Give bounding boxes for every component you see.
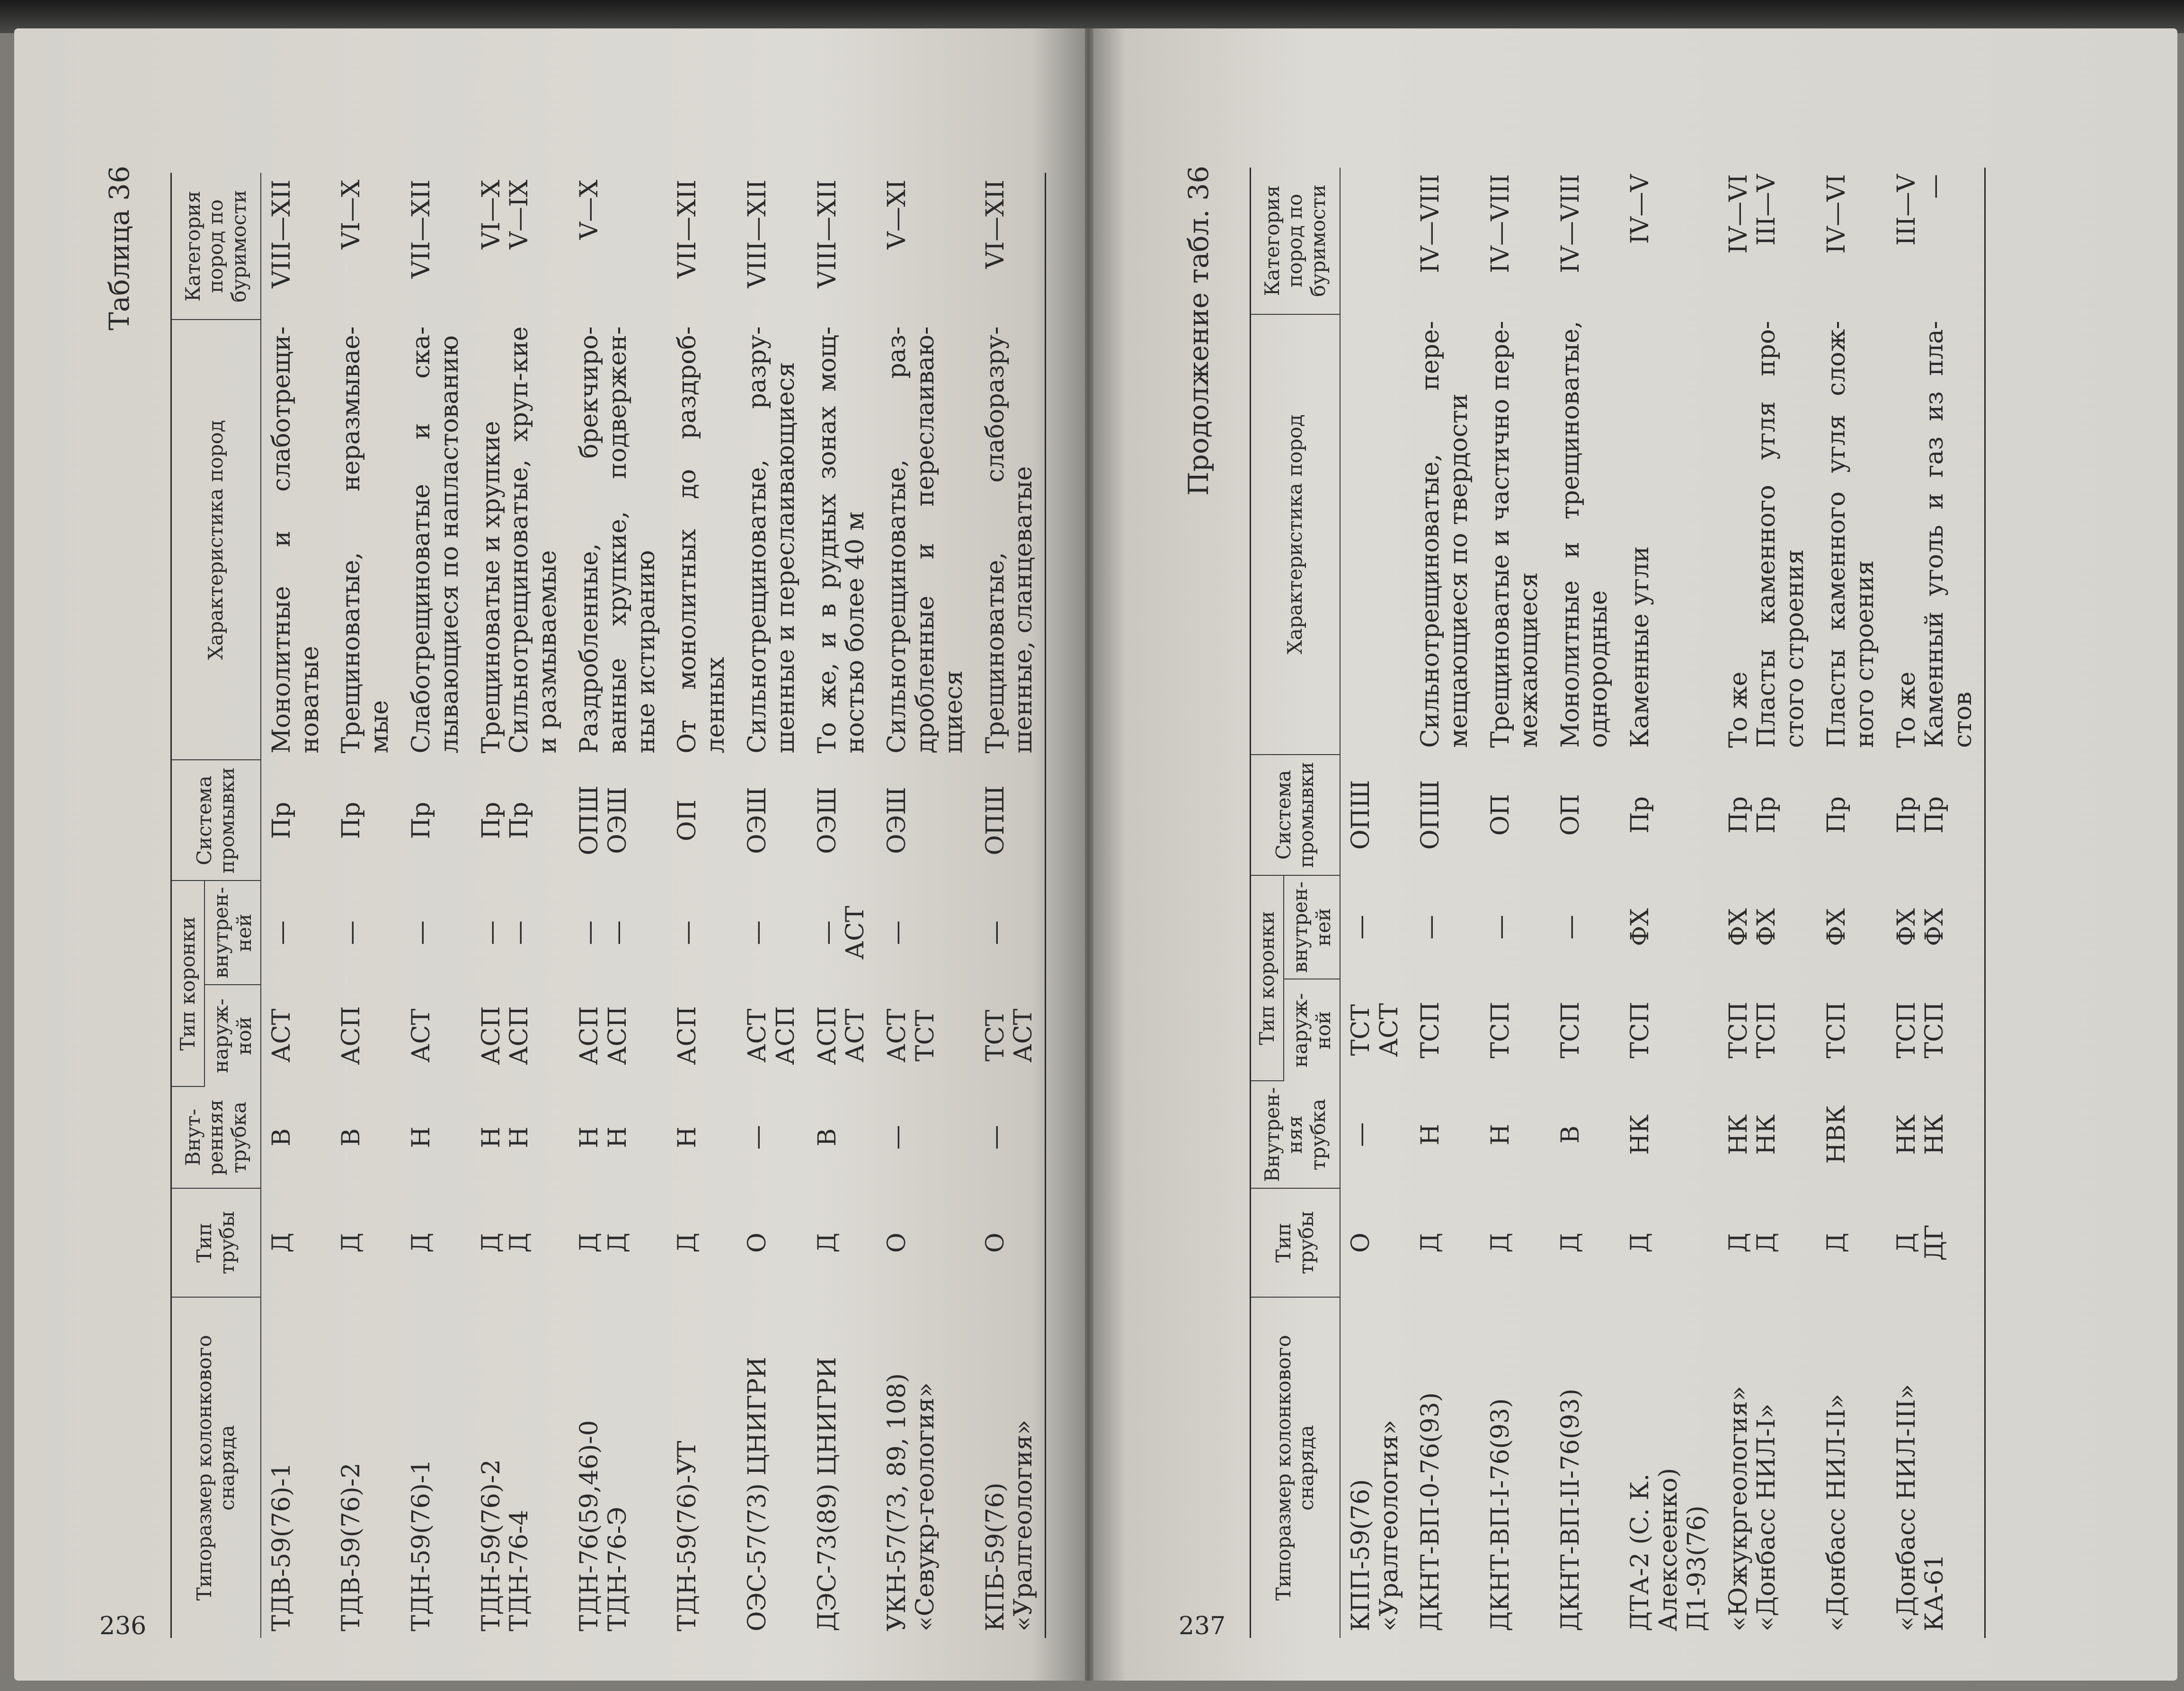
table-row: [807, 173, 877, 1638]
cell-rock-characteristic: Пласты каменного угля слож-ного строения: [1822, 320, 1879, 748]
cell-pipe-type: Д ДГ: [1886, 1188, 1985, 1297]
table-row: [667, 173, 737, 1638]
cell-bit-outer: ТСП: [1486, 1001, 1515, 1059]
cell-category: VIII—XII: [267, 179, 296, 288]
header-size: Типоразмер колонкового снаряда: [1251, 1297, 1340, 1638]
cell-rock-characteristic: Раздробленные, брекчиро-ванные хрупкие, подвержен-ные истиранию: [575, 326, 660, 754]
cell-pipe-type: Д Д: [477, 1232, 534, 1253]
cell-pipe-type: Д: [337, 1232, 366, 1253]
cell-category: IV—V: [1626, 174, 1655, 244]
cell-rock-characteristic: То же Каменный уголь и газ из пла-стов: [1886, 314, 1985, 755]
cell-rock-characteristic: Слаботрещиноватые и ска-лывающиеся по напластованию: [407, 326, 464, 754]
header-bit-inner: внутрен-ней: [1284, 875, 1340, 979]
cell-category: IV—VIII: [1486, 174, 1515, 274]
header-flush-system: Система промывки: [1251, 755, 1340, 875]
cell-bit-outer: АСП: [673, 1006, 702, 1065]
cell-rock-characteristic: Монолитные и слаботрещи-новатые: [267, 326, 324, 754]
cell-flush-system: ОЭШ: [743, 787, 772, 854]
cell-size: КПП-59(76) «Уралгеология»: [1346, 1420, 1403, 1631]
header-category: Категория пород по буримости: [171, 173, 261, 320]
header-rock-characteristic: Характеристика пород: [1251, 314, 1340, 755]
cell-bit-inner: —: [337, 920, 366, 945]
right-page: [1093, 28, 2177, 1681]
cell-flush-system: ОПШ: [975, 760, 1046, 881]
cell-flush-system: ОП: [1556, 794, 1585, 836]
cell-pipe-type: Д: [1822, 1232, 1851, 1253]
cell-size: «Донбасс НИЛ-III» КА-61: [1886, 1297, 1985, 1638]
cell-size: УКН-57(73, 89, 108) «Севукр-геология»: [883, 1373, 940, 1631]
cell-flush-system: Пр Пр: [1886, 755, 1985, 875]
cell-pipe-type: Д Д: [1724, 1232, 1781, 1253]
drill-table: [170, 173, 1046, 1638]
table-row: [737, 173, 807, 1638]
cell-bit-inner: — —: [575, 920, 632, 945]
cell-flush-system: ОЭШ: [813, 787, 842, 854]
page-number: 236: [99, 1612, 147, 1640]
cell-bit-outer: АСТ ТСТ: [883, 1008, 940, 1063]
cell-bit-outer: АСТ: [267, 1008, 296, 1063]
cell-bit-outer: ТСП: [1822, 1001, 1851, 1059]
cell-category: VIII—XII: [813, 179, 842, 288]
table-row: [1410, 168, 1480, 1638]
cell-rock-characteristic: Сильнотрещиноватые, раз-дробленные и переслаиваю-щиеся: [883, 326, 968, 754]
cell-size: ДТА-2 (С. К. Алексеенко) Д1-93(76): [1626, 1468, 1711, 1631]
cell-rock-characteristic: От монолитных до раздроб-ленных: [673, 326, 730, 754]
cell-flush-system: Пр Пр: [477, 801, 534, 839]
page-number: 237: [1179, 1612, 1226, 1640]
cell-pipe-type: Д: [673, 1232, 702, 1253]
cell-inner-tube: Н: [673, 1126, 702, 1148]
cell-pipe-type: О: [1346, 1232, 1375, 1253]
cell-size: ТДВ-59(76)-2: [337, 1462, 366, 1631]
cell-flush-system: ОЭШ: [883, 787, 912, 854]
cell-bit-inner: ФХ: [1822, 908, 1851, 946]
cell-bit-inner: ФХ ФХ: [1886, 875, 1985, 979]
cell-category: IV—VIII: [1416, 174, 1445, 274]
cell-category: III—V —: [1886, 168, 1985, 314]
header-pipe-type: Тип трубы: [171, 1188, 261, 1297]
table-row: [1550, 168, 1620, 1638]
cell-size: ДКНТ-ВП-II-76(93): [1556, 1388, 1585, 1631]
drill-table-continued: [1250, 168, 1986, 1638]
cell-flush-system: ОП: [1486, 794, 1515, 836]
cell-flush-system: Пр: [267, 801, 296, 839]
cell-pipe-type: О: [975, 1188, 1046, 1297]
cell-size: ОЭС-57(73) ЦНИГРИ: [743, 1356, 772, 1631]
cell-inner-tube: —: [743, 1125, 772, 1150]
cell-bit-inner: ФХ ФХ: [1724, 908, 1781, 946]
cell-inner-tube: Н: [1486, 1123, 1515, 1146]
cell-inner-tube: НВК: [1822, 1105, 1851, 1164]
cell-rock-characteristic: Сильнотрещиноватые, разру-шенные и переслаивающиеся: [743, 326, 800, 754]
table-row: [401, 173, 471, 1638]
cell-size: ТДН-59(76)-УТ: [673, 1441, 702, 1631]
cell-category: VI—XII: [975, 173, 1046, 320]
cell-flush-system: ОПШ: [1346, 780, 1375, 850]
table-row: [975, 173, 1046, 1638]
cell-inner-tube: Н: [1416, 1123, 1445, 1146]
cell-bit-outer: АСП АСП: [575, 1006, 632, 1065]
cell-rock-characteristic: Каменные угли: [1626, 546, 1655, 748]
cell-bit-inner: — АСТ: [813, 906, 870, 960]
cell-inner-tube: НК: [1626, 1114, 1655, 1155]
cell-bit-outer: АСП АСТ: [813, 1006, 870, 1065]
cell-size: ТДН-76(59,46)-0 ТДН-76-Э: [575, 1420, 632, 1631]
cell-pipe-type: Д: [1416, 1232, 1445, 1253]
cell-inner-tube: Н: [407, 1126, 436, 1148]
table-row: [877, 173, 975, 1638]
header-bit-inner: внутрен-ней: [204, 881, 261, 985]
header-category: Категория пород по буримости: [1251, 168, 1340, 314]
table-row: [471, 173, 569, 1638]
cell-category: VI—X V—IX: [477, 179, 534, 249]
cell-rock-characteristic: Сильнотрещиноватые, пере-мещающиеся по твердости: [1416, 320, 1474, 748]
cell-inner-tube: —: [883, 1125, 912, 1150]
cell-bit-outer: АСТ: [407, 1008, 436, 1063]
cell-bit-outer: ТСП ТСП: [1886, 979, 1985, 1081]
cell-category: VI—X: [337, 179, 366, 249]
cell-inner-tube: В: [337, 1128, 366, 1147]
header-bit-outer: наруж-ной: [204, 985, 261, 1086]
cell-size: «Донбасс НИЛ-II»: [1822, 1394, 1851, 1631]
left-page-content: [99, 166, 1038, 1657]
cell-size: ТДН-59(76)-1: [407, 1459, 436, 1631]
cell-bit-outer: ТСТ АСТ: [975, 985, 1046, 1086]
cell-pipe-type: Д: [1486, 1232, 1515, 1253]
header-rock-characteristic: Характеристика пород: [171, 320, 261, 760]
cell-bit-inner: —: [673, 920, 702, 945]
cell-rock-characteristic: Трещиноватые и частично пере-межающиеся: [1486, 320, 1543, 748]
cell-size: ДКНТ-ВП-I-76(93): [1486, 1398, 1515, 1631]
cell-inner-tube: Н Н: [575, 1126, 632, 1148]
cell-inner-tube: Н Н: [477, 1126, 534, 1148]
table-row: [1620, 168, 1718, 1638]
cell-category: V—XI: [883, 179, 912, 249]
cell-pipe-type: Д Д: [575, 1232, 632, 1253]
cell-category: VII—XII: [407, 179, 436, 279]
header-flush-system: Система промывки: [171, 760, 261, 881]
cell-flush-system: Пр: [1822, 796, 1851, 834]
header-inner-tube: Внут-ренняя трубка: [171, 1086, 261, 1188]
cell-bit-outer: ТСТ АСТ: [1346, 1003, 1403, 1057]
cell-bit-outer: ТСП: [1416, 1001, 1445, 1059]
table-row: [1886, 168, 1985, 1638]
header-size: Типоразмер колонкового снаряда: [171, 1297, 261, 1638]
table-row: [1816, 168, 1886, 1638]
table-row: [261, 173, 331, 1638]
cell-bit-inner: —: [1346, 915, 1375, 940]
cell-rock-characteristic: Трещиноватые, неразмывае-мые: [337, 326, 394, 754]
cell-pipe-type: Д: [1626, 1232, 1655, 1253]
right-page-content: [1179, 166, 2111, 1657]
cell-category: IV—VI: [1822, 174, 1851, 254]
header-pipe-type: Тип трубы: [1251, 1188, 1340, 1297]
table-caption: Таблица 36: [103, 166, 135, 330]
table-row: [331, 173, 401, 1638]
cell-pipe-type: О: [743, 1232, 772, 1253]
cell-flush-system: ОПШ: [1416, 780, 1445, 850]
cell-bit-inner: —: [267, 920, 296, 945]
header-bit-outer: наруж-ной: [1284, 979, 1340, 1081]
cell-pipe-type: О: [883, 1232, 912, 1253]
cell-inner-tube: —: [1346, 1122, 1375, 1147]
cell-rock-characteristic: Трещиноватые, слаборазру-шенные, сланцеватые: [975, 320, 1046, 760]
header-bit-type: Тип коронки: [171, 881, 205, 1086]
cell-inner-tube: В: [813, 1128, 842, 1147]
cell-flush-system: Пр: [407, 801, 436, 839]
cell-size: ДКНТ-ВП-0-76(93): [1416, 1392, 1445, 1631]
table-row: [1718, 168, 1816, 1638]
cell-flush-system: Пр: [337, 801, 366, 839]
header-bit-type: Тип коронки: [1251, 875, 1284, 1081]
cell-bit-inner: —: [1486, 915, 1515, 940]
cell-inner-tube: НК НК: [1724, 1114, 1781, 1155]
cell-pipe-type: Д: [1556, 1232, 1585, 1253]
cell-inner-tube: —: [975, 1086, 1046, 1188]
cell-inner-tube: В: [267, 1128, 296, 1147]
cell-size: ТДН-59(76)-2 ТДН-76-4: [477, 1459, 534, 1631]
cell-flush-system: ОП: [673, 800, 702, 841]
cell-bit-inner: —: [975, 881, 1046, 985]
cell-rock-characteristic: То же, и в рудных зонах мощ-ностью более 40 м: [813, 326, 870, 754]
cell-pipe-type: Д: [267, 1232, 296, 1253]
cell-bit-inner: —: [1556, 915, 1585, 940]
cell-bit-inner: ФХ: [1626, 908, 1655, 946]
cell-inner-tube: В: [1556, 1125, 1585, 1144]
cell-bit-outer: ТСП: [1626, 1001, 1655, 1059]
cell-category: V—X: [575, 179, 604, 240]
cell-bit-outer: ТСП ТСП: [1724, 1001, 1781, 1059]
table-row: [569, 173, 667, 1638]
cell-bit-inner: —: [407, 920, 436, 945]
cell-size: ДЭС-73(89) ЦНИГРИ: [813, 1357, 842, 1631]
cell-bit-outer: АСП АСП: [477, 1006, 534, 1065]
cell-category: IV—VIII: [1556, 174, 1585, 274]
cell-flush-system: Пр: [1626, 796, 1655, 834]
left-page: [14, 28, 1085, 1681]
cell-flush-system: Пр Пр: [1724, 796, 1781, 834]
cell-bit-inner: —: [1416, 915, 1445, 940]
table-row: [1480, 168, 1550, 1638]
cell-rock-characteristic: Монолитные и трещиноватые, однородные: [1556, 320, 1613, 748]
cell-category: VII—XII: [673, 179, 702, 279]
cell-inner-tube: НК НК: [1886, 1081, 1985, 1188]
cell-category: VIII—XII: [743, 179, 772, 288]
cell-size: КПБ-59(76) «Уралгеология»: [975, 1297, 1046, 1638]
cell-category: [1340, 168, 1411, 314]
header-inner-tube: Внутрен-няя трубка: [1251, 1081, 1340, 1188]
cell-category: IV—VI III—V: [1724, 174, 1781, 254]
cell-bit-inner: —: [883, 920, 912, 945]
cell-rock-characteristic: То же Пласты каменного угля про-стого строения: [1724, 320, 1810, 748]
cell-pipe-type: Д: [813, 1232, 842, 1253]
cell-rock-characteristic: Трещиноватые и хрупкие Сильнотрещиноватые, хруп-кие и размываемые: [477, 326, 562, 754]
cell-pipe-type: Д: [407, 1232, 436, 1253]
table-caption: Продолжение табл. 36: [1182, 166, 1215, 496]
cell-bit-inner: — —: [477, 920, 534, 945]
cell-bit-outer: АСТ АСП: [743, 1006, 800, 1065]
table-row: [1340, 168, 1411, 1638]
cell-size: ТДВ-59(76)-1: [267, 1462, 296, 1631]
cell-bit-outer: ТСП: [1556, 1001, 1585, 1059]
cell-bit-outer: АСП: [337, 1006, 366, 1065]
cell-size: «Южукргеология» «Донбасс НИЛ-I»: [1724, 1386, 1781, 1631]
cell-bit-inner: —: [743, 920, 772, 945]
cell-rock-characteristic: [1340, 314, 1411, 755]
cell-flush-system: ОПШ ОЭШ: [575, 785, 632, 855]
